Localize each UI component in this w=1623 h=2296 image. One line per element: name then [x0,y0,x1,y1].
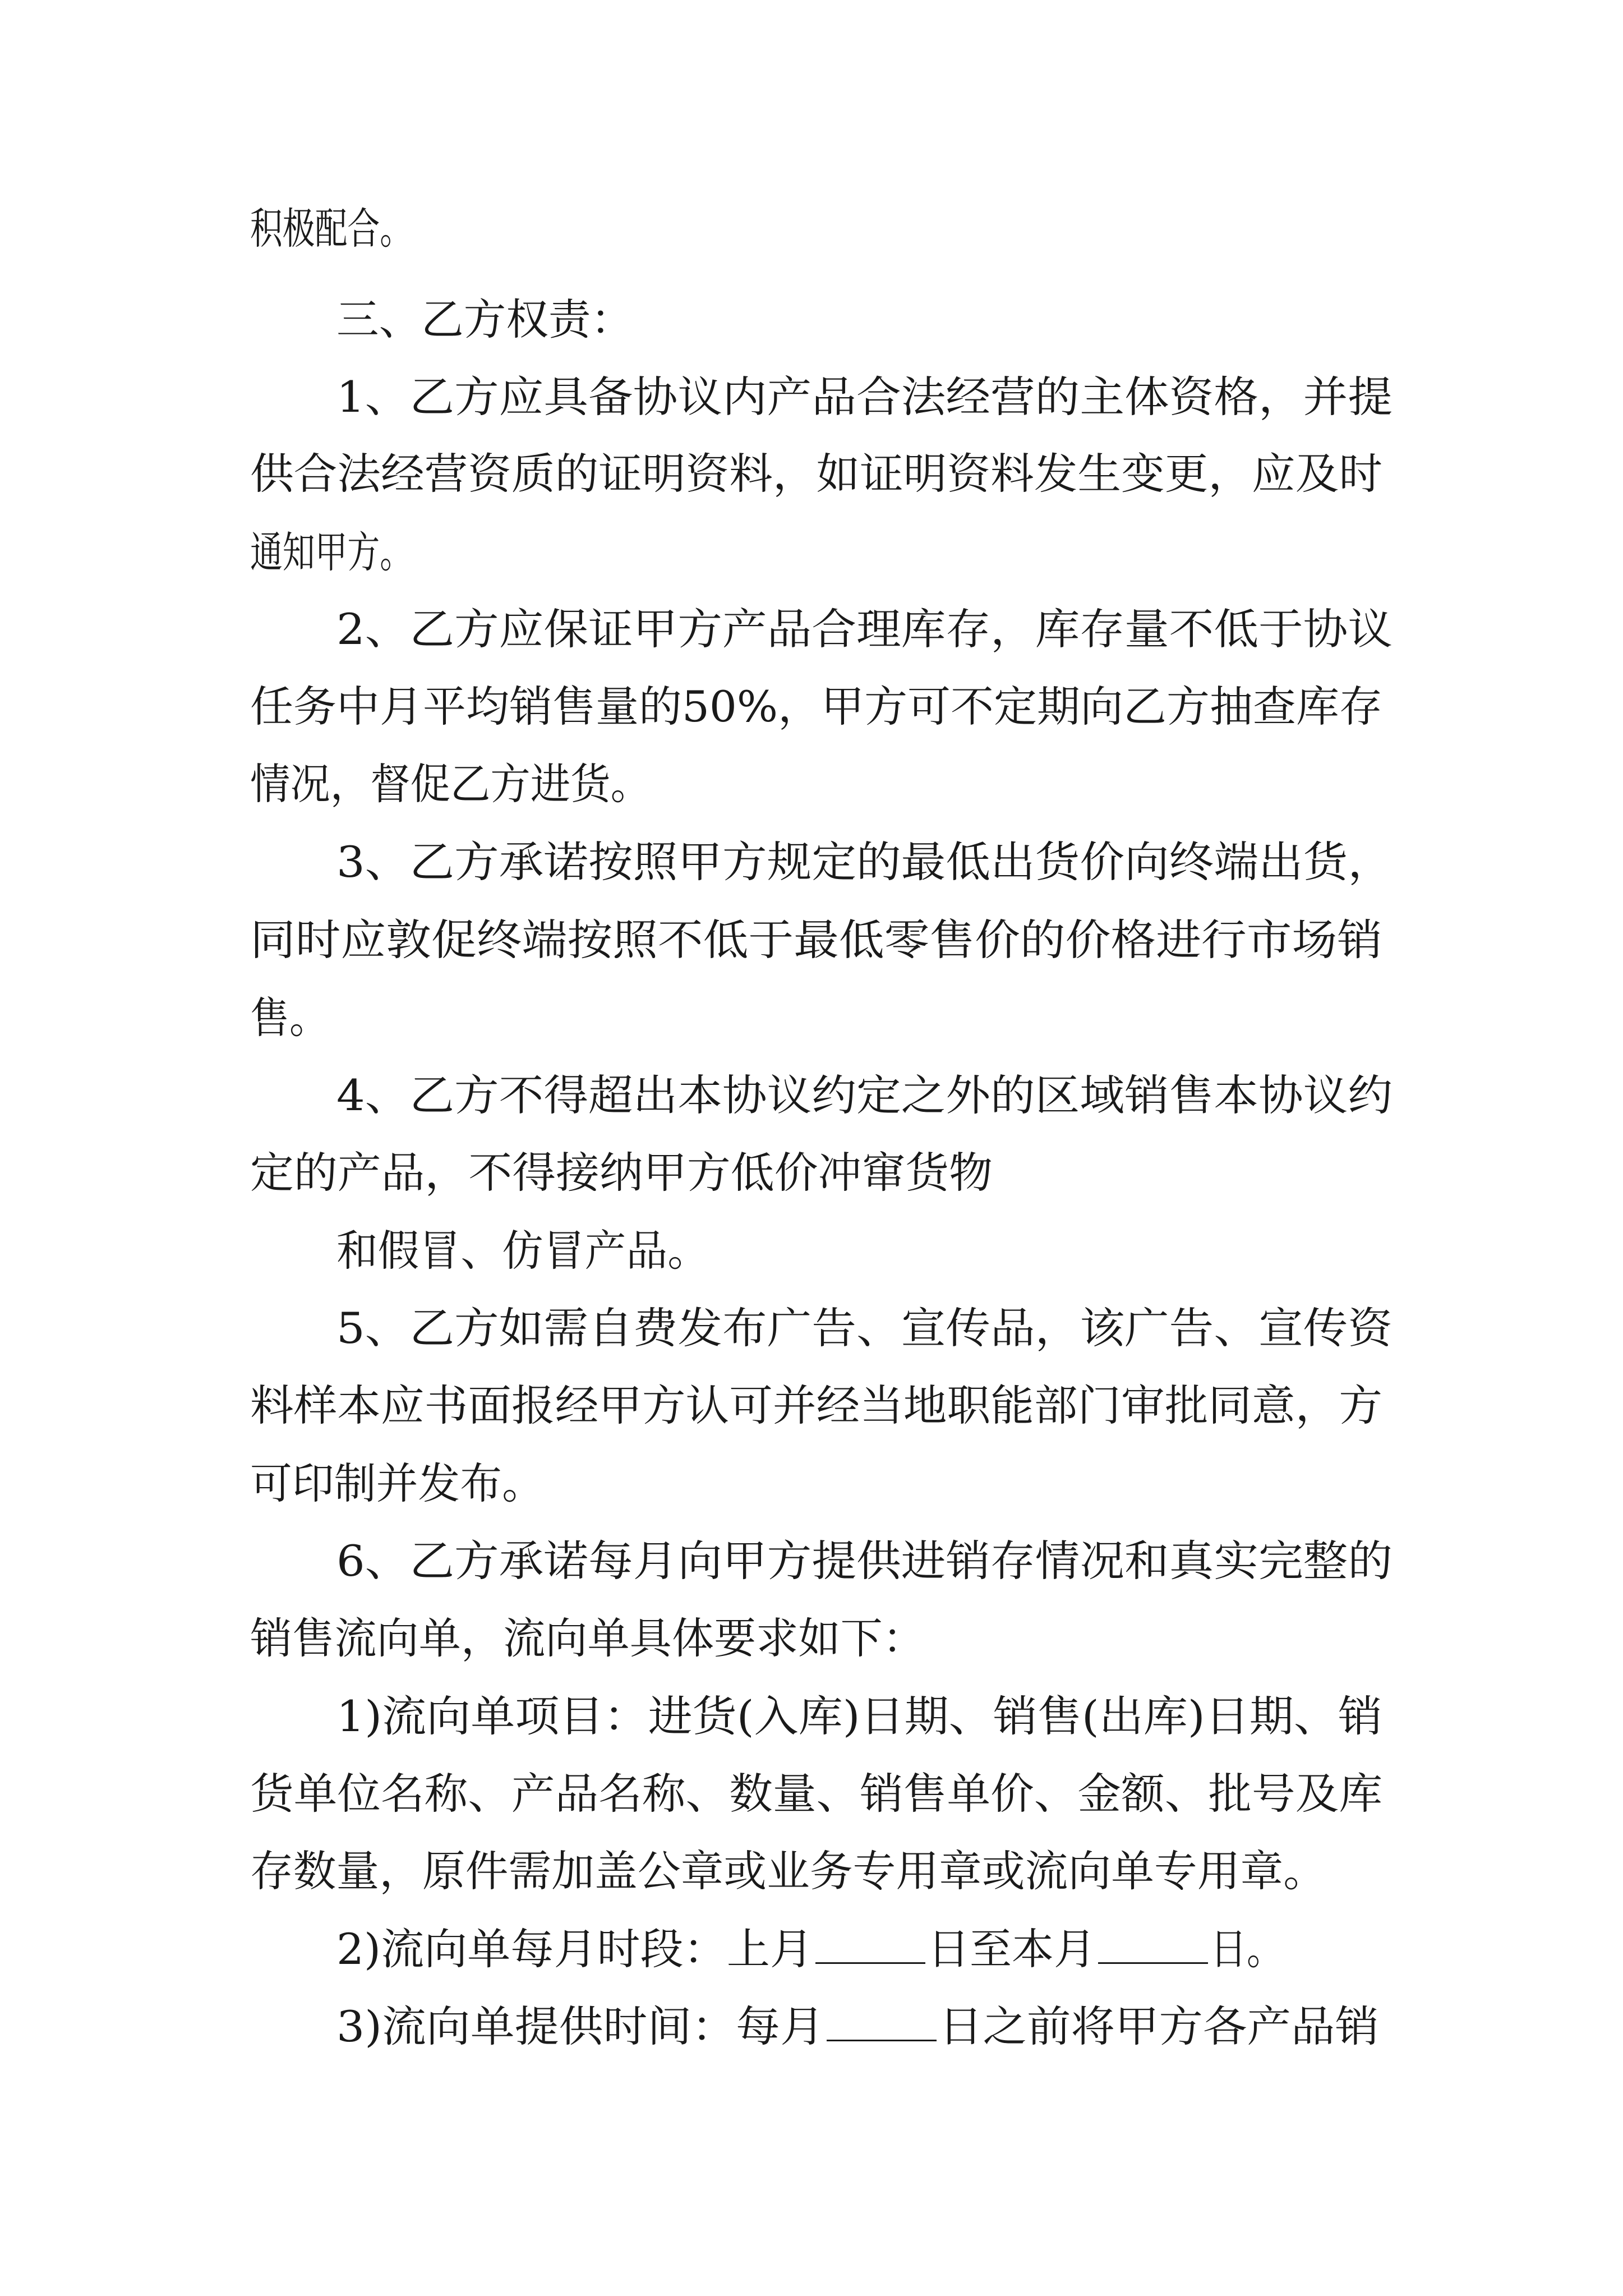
line-text: 任务中月平均销售量的50%，甲方可不定期向乙方抽查库存 [250,682,1382,731]
text-line [250,759,651,809]
line-text: 情况，督促乙方进货。 [250,759,651,809]
line-text: 日之前将甲方各产品销 [939,2001,1379,2051]
line-text: 1)流向单项目：进货(入库)日期、销售(出库)日期、销 [336,1691,1382,1741]
text-line [336,1226,709,1276]
text-line [250,915,1382,965]
line-text: 供合法经营资质的证明资料，如证明资料发生变更，应及时 [250,449,1382,499]
line-text: 日。 [1210,1924,1283,1974]
text-line [250,204,412,254]
text-line [336,1536,1393,1586]
line-text: 1、乙方应具备协议内产品合法经营的主体资格，并提 [336,372,1393,422]
line-text: 5、乙方如需自费发布广告、宣传品，该广告、宣传资 [336,1303,1393,1353]
line-text: 可印制并发布。 [250,1458,544,1508]
blank-underline [815,1926,925,1964]
section-heading [336,295,633,345]
text-line [250,682,1382,732]
text-line [250,1613,925,1664]
line-text: 定的产品，不得接纳甲方低价冲窜货物 [250,1148,993,1198]
line-text: 2、乙方应保证甲方产品合理库存，库存量不低于协议 [336,604,1393,654]
line-text: 通知甲方。 [250,527,412,577]
line-text: 3、乙方承诺按照甲方规定的最低出货价向终端出货， [336,837,1393,887]
text-line [336,372,1393,422]
fill-in-line-period [336,1924,1283,1975]
line-text: 存数量，原件需加盖公章或业务专用章或流向单专用章。 [250,1846,1326,1896]
line-text: 积极配合。 [250,204,412,254]
text-line [250,1846,1326,1897]
line-text: 6、乙方承诺每月向甲方提供进销存情况和真实完整的 [336,1536,1393,1586]
line-text: 4、乙方不得超出本协议约定之外的区域销售本协议约 [336,1070,1393,1120]
text-line [336,837,1393,887]
line-text: 同时应敦促终端按照不低于最低零售价的价格进行市场销 [250,915,1382,965]
text-line [250,993,329,1043]
text-line [336,604,1393,655]
fill-in-line-deadline [336,2001,1379,2052]
line-text: 日至本月 [928,1924,1096,1974]
line-text: 3)流向单提供时间：每月 [336,2001,824,2051]
blank-underline [1098,1926,1208,1964]
text-line [336,1303,1393,1354]
text-line [250,449,1382,499]
line-text: 料样本应书面报经甲方认可并经当地职能部门审批同意，方 [250,1381,1382,1430]
text-line [250,1458,544,1509]
line-text: 货单位名称、产品名称、数量、销售单价、金额、批号及库 [250,1769,1382,1819]
text-line [336,1691,1382,1742]
blank-underline [827,2004,937,2041]
text-line [250,527,412,578]
line-text: 销售流向单，流向单具体要求如下： [250,1613,925,1663]
line-text: 2)流向单每月时段：上月 [336,1924,813,1974]
text-line [250,1381,1382,1431]
text-line [336,1070,1393,1121]
text-line [250,1769,1382,1819]
line-text: 和假冒、仿冒产品。 [336,1226,709,1276]
line-text: 售。 [250,993,329,1043]
text-line [250,1148,993,1198]
line-text: 三、乙方权责： [336,295,633,344]
